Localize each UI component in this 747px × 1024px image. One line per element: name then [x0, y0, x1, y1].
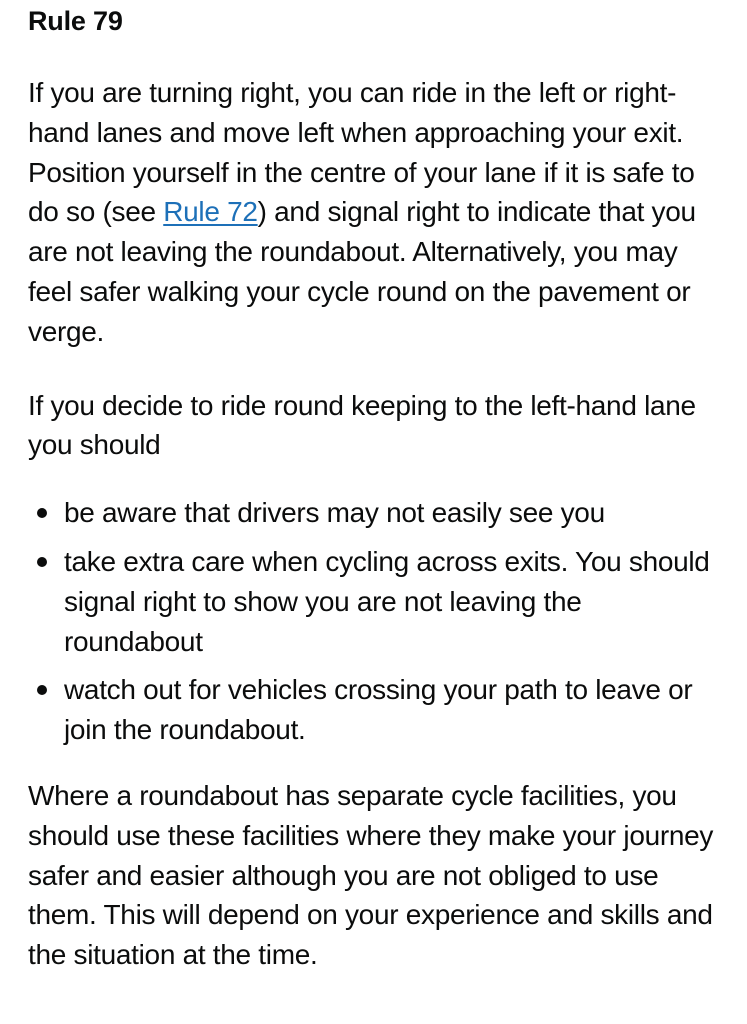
list-item [28, 670, 727, 750]
rule-title: Rule 79 [28, 6, 123, 36]
bullet-icon [37, 508, 47, 518]
paragraph-text-after-link: ) and signal right to indicate that you are not leaving the roundabout. Alternatively, you may feel safer walking your cycle round on the pavement or verge. [28, 196, 696, 347]
list-item-text: be aware that drivers may not easily see you [64, 497, 605, 529]
rule-72-link[interactable]: Rule 72 [163, 196, 258, 228]
rule-paragraph-cycle-facilities: Where a roundabout has separate cycle facilities, you should use these facilities where they make your journey safer and easier although you are not obliged to use them. This will depend on your experience and skills and the situation at the time. [28, 779, 714, 971]
list-item [28, 542, 727, 661]
list-item-text: take extra care when cycling across exits. You should signal right to show you are not leaving the roundabout [64, 545, 710, 657]
bullet-icon [37, 557, 47, 567]
rule-paragraph-left-hand-lane: If you decide to ride round keeping to the left-hand lane you should [28, 389, 696, 461]
bullet-icon [37, 685, 47, 695]
paragraph-text-before-link: If you are turning right, you can ride in the left or right-hand lanes and move left when approaching your exit. Position yourself in the centre of your lane if it is safe to do so (see [28, 77, 695, 228]
rule-paragraph-turning-right [28, 73, 727, 352]
list-item [28, 493, 727, 533]
rule-bullet-list [28, 493, 727, 750]
list-item-text: watch out for vehicles crossing your path to leave or join the roundabout. [64, 674, 693, 746]
